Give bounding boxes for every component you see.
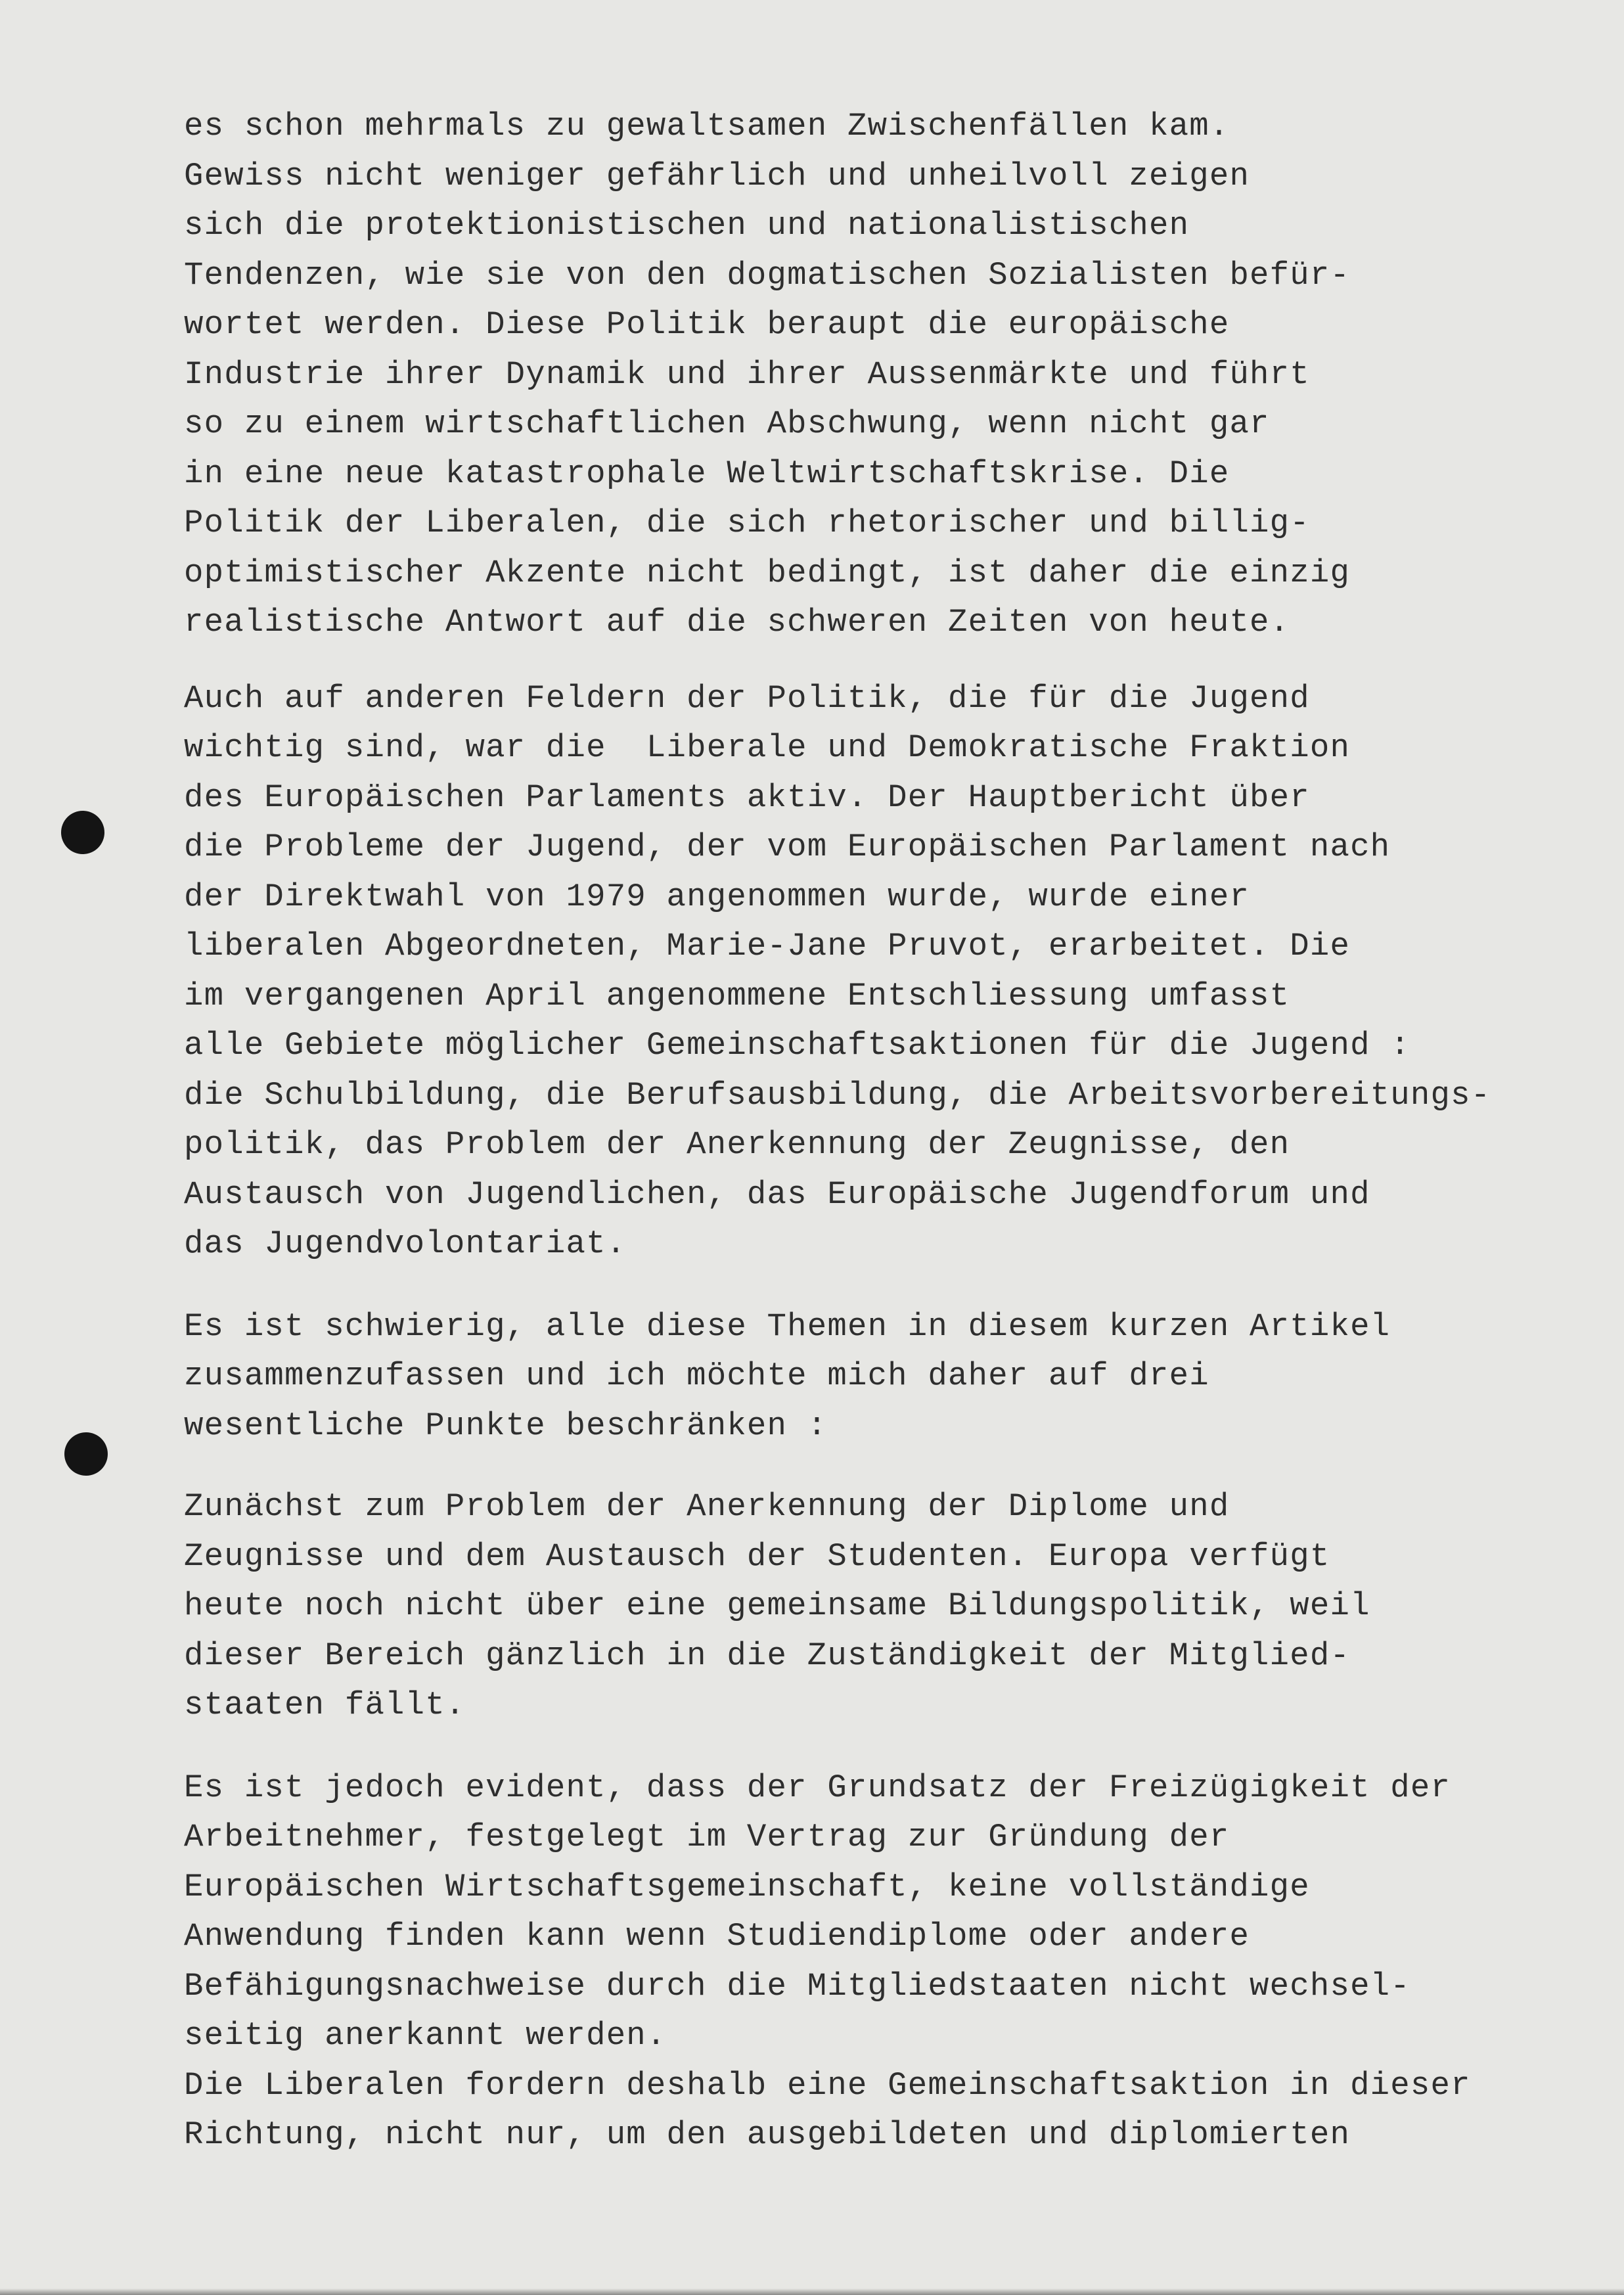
text-line: Anwendung finden kann wenn Studiendiplome oder andere (184, 1918, 1250, 1955)
text-line: heute noch nicht über eine gemeinsame Bildungspolitik, weil (184, 1587, 1370, 1624)
text-line: Auch auf anderen Feldern der Politik, die für die Jugend (184, 679, 1310, 717)
page-bottom-edge (0, 2288, 1624, 2295)
punch-hole (64, 1432, 108, 1476)
text-line: im vergangenen April angenommene Entschliessung umfasst (184, 977, 1290, 1014)
text-line: Richtung, nicht nur, um den ausgebildeten und diplomierten (184, 2116, 1351, 2153)
text-line: dieser Bereich gänzlich in die Zuständigkeit der Mitglied- (184, 1637, 1351, 1674)
text-line: zusammenzufassen und ich möchte mich daher auf drei (184, 1357, 1209, 1394)
paragraph-1 (184, 102, 1524, 648)
text-line: Befähigungsnachweise durch die Mitgliedstaaten nicht wechsel- (184, 1967, 1410, 2005)
text-line: seitig anerkannt werden. (184, 2017, 667, 2054)
text-line: Arbeitnehmer, festgelegt im Vertrag zur Gründung der (184, 1819, 1230, 1855)
text-line: die Schulbildung, die Berufsausbildung, die Arbeitsvorbereitungs- (184, 1076, 1491, 1114)
text-line: optimistischer Akzente nicht bedingt, ist daher die einzig (184, 554, 1351, 591)
text-line: die Probleme der Jugend, der vom Europäischen Parlament nach (184, 829, 1391, 865)
paragraph-5 (184, 1763, 1524, 2160)
paragraph-2 (184, 674, 1524, 1269)
text-line: Gewiss nicht weniger gefährlich und unheilvoll zeigen (184, 157, 1250, 194)
text-line: wichtig sind, war die Liberale und Demokratische Fraktion (184, 729, 1351, 766)
text-line: staaten fällt. (184, 1687, 466, 1723)
text-line: politik, das Problem der Anerkennung der Zeugnisse, den (184, 1126, 1290, 1163)
text-line: es schon mehrmals zu gewaltsamen Zwischenfällen kam. (184, 108, 1230, 145)
text-line: sich die protektionistischen und nationalistischen (184, 207, 1190, 244)
text-line: Zunächst zum Problem der Anerkennung der Diplome und (184, 1488, 1230, 1525)
typewritten-text (184, 102, 1524, 2160)
text-line: realistische Antwort auf die schweren Zeiten von heute. (184, 604, 1290, 641)
text-line: Es ist schwierig, alle diese Themen in diesem kurzen Artikel (184, 1307, 1391, 1345)
text-line: das Jugendvolontariat. (184, 1225, 627, 1262)
text-line: Europäischen Wirtschaftsgemeinschaft, keine vollständige (184, 1868, 1310, 1905)
paragraph-4 (184, 1482, 1524, 1731)
paragraph-3 (184, 1302, 1524, 1451)
text-line: wesentliche Punkte beschränken : (184, 1407, 828, 1444)
text-line: Zeugnisse und dem Austausch der Studenten. Europa verfügt (184, 1537, 1330, 1575)
text-line: wortet werden. Diese Politik beraupt die europäische (184, 306, 1230, 343)
text-line: so zu einem wirtschaftlichen Abschwung, wenn nicht gar (184, 405, 1270, 442)
text-line: alle Gebiete möglicher Gemeinschaftsaktionen für die Jugend : (184, 1027, 1410, 1064)
text-line: Austausch von Jugendlichen, das Europäische Jugendforum und (184, 1175, 1370, 1213)
text-line: Die Liberalen fordern deshalb eine Gemeinschaftsaktion in dieser (184, 2066, 1471, 2104)
text-line: in eine neue katastrophale Weltwirtschaftskrise. Die (184, 455, 1230, 492)
text-line: Tendenzen, wie sie von den dogmatischen Sozialisten befür- (184, 256, 1351, 294)
text-line: Es ist jedoch evident, dass der Grundsatz der Freizügigkeit der (184, 1769, 1451, 1806)
punch-hole (61, 811, 104, 854)
text-line: der Direktwahl von 1979 angenommen wurde, wurde einer (184, 878, 1250, 915)
text-line: des Europäischen Parlaments aktiv. Der Hauptbericht über (184, 779, 1310, 816)
text-line: Industrie ihrer Dynamik und ihrer Aussenmärkte und führt (184, 355, 1310, 393)
text-line: liberalen Abgeordneten, Marie-Jane Pruvot, erarbeitet. Die (184, 928, 1351, 965)
text-line: Politik der Liberalen, die sich rhetorischer und billig- (184, 505, 1310, 541)
